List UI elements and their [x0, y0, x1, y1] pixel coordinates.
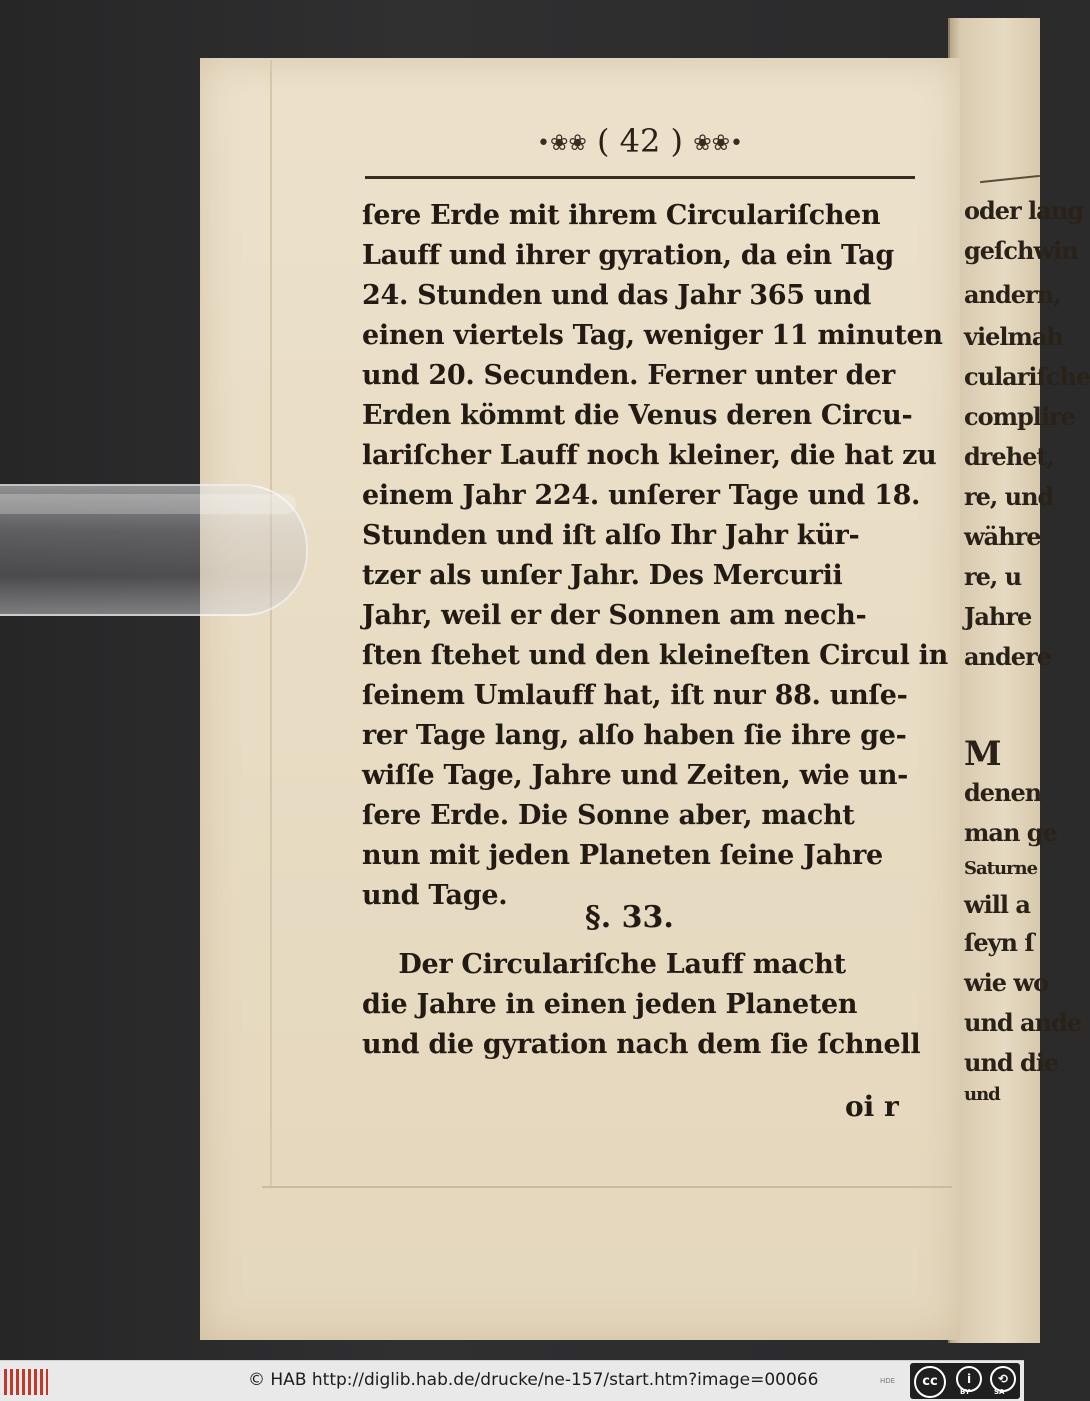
body-text	[362, 196, 948, 916]
footer-bar	[0, 1360, 1024, 1401]
text-line: wiſſe Tage, Jahre und Zeiten, wie un-	[362, 760, 909, 791]
adjacent-line: M	[964, 734, 1001, 774]
ornament-left-icon: •❀❀	[536, 131, 587, 156]
text-line: Jahr, weil er der Sonnen am nech-	[362, 600, 867, 631]
adjacent-line: geſchwin	[964, 236, 1078, 265]
text-line: ſere Erde mit ihrem Circulariſchen	[362, 200, 881, 231]
clip-highlight	[0, 494, 296, 514]
adjacent-line: und die	[964, 1048, 1059, 1077]
adjacent-line: andern,	[964, 280, 1061, 309]
page-header	[500, 122, 780, 162]
text-line: Lauff und ihrer gyration, da ein Tag	[362, 240, 894, 271]
text-line: ſeinem Umlauff hat, iſt nur 88. unſe-	[362, 680, 908, 711]
ornament-right-icon: ❀❀•	[693, 131, 744, 156]
text-line: ſten ſtehet und den kleineſten Circul in	[362, 640, 948, 671]
adjacent-line: re, und	[964, 482, 1054, 511]
adjacent-line: drehet,	[964, 442, 1054, 471]
adjacent-line: man ge	[964, 818, 1057, 847]
adjacent-page	[948, 18, 1090, 1343]
text-line: nun mit jeden Planeten ſeine Jahre	[362, 840, 883, 871]
adjacent-line: andere	[964, 642, 1051, 671]
page-edge	[270, 60, 272, 1188]
header-rule	[365, 176, 915, 179]
adjacent-line: währe	[964, 522, 1041, 551]
credit-link[interactable]: © HAB http://diglib.hab.de/drucke/ne-157/start.htm?image=00066	[248, 1370, 819, 1390]
text-line: Der Circulariſche Lauff macht	[362, 949, 846, 980]
text-line: Erden kömmt die Venus deren Circu-	[362, 400, 913, 431]
text-line: tzer als unſer Jahr. Des Mercurii	[362, 560, 843, 591]
adjacent-line: will a	[964, 890, 1030, 919]
catchword: oi r	[845, 1090, 899, 1123]
adjacent-page-rule	[980, 175, 1040, 183]
text-line: und 20. Secunden. Ferner unter der	[362, 360, 895, 391]
text-line: lariſcher Lauff noch kleiner, die hat zu	[362, 440, 937, 471]
text-line: und die gyration nach dem ſie ſchnell	[362, 1029, 921, 1060]
section-text	[362, 945, 921, 1065]
page-number: ( 42 )	[596, 122, 684, 160]
adjacent-line: wie wo	[964, 968, 1049, 997]
adjacent-line: und ande	[964, 1008, 1082, 1037]
text-line: rer Tage lang, alſo haben ſie ihre ge-	[362, 720, 907, 751]
adjacent-line: denen	[964, 778, 1042, 807]
text-line: 24. Stunden und das Jahr 365 und	[362, 280, 872, 311]
text-line: die Jahre in einen jeden Planeten	[362, 989, 858, 1020]
adjacent-line: ſeyn ſ	[964, 928, 1034, 957]
adjacent-line: Jahre	[964, 602, 1032, 631]
section-heading: §. 33.	[585, 900, 674, 935]
tiny-mark: HDE	[880, 1377, 896, 1385]
text-line: einen viertels Tag, weniger 11 minuten	[362, 320, 943, 351]
adjacent-line: culariſche	[964, 362, 1090, 391]
text-line: einem Jahr 224. unſerer Tage und 18.	[362, 480, 921, 511]
sa-icon: ⟲	[990, 1366, 1016, 1392]
cc-icon: cc	[914, 1366, 946, 1398]
adjacent-line: vielmah	[964, 322, 1063, 351]
adjacent-line: und	[964, 1084, 1000, 1105]
text-line: ſere Erde. Die Sonne aber, macht	[362, 800, 855, 831]
adjacent-line: Saturne	[964, 858, 1038, 879]
adjacent-line: re, u	[964, 562, 1022, 591]
sa-label: SA	[994, 1388, 1005, 1396]
adjacent-line: oder lang	[964, 196, 1083, 225]
by-label: BY	[960, 1388, 971, 1396]
text-line: Stunden und iſt alſo Ihr Jahr kür-	[362, 520, 860, 551]
text-line: und Tage.	[362, 880, 508, 911]
hab-logo-icon	[4, 1369, 48, 1395]
by-icon: i	[956, 1366, 982, 1392]
page-edge	[262, 1186, 952, 1188]
cc-license-badge[interactable]	[910, 1363, 1020, 1399]
adjacent-line: complire	[964, 402, 1075, 431]
